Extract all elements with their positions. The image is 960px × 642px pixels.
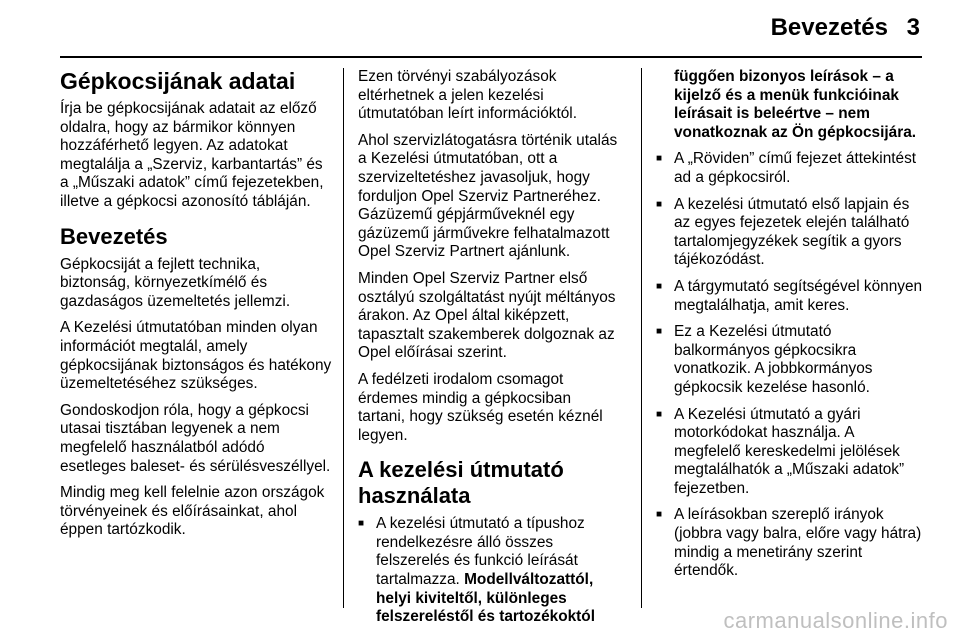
section-heading-vehicle-data: Gépkocsijának adatai — [60, 68, 296, 94]
column-divider — [641, 68, 642, 608]
bullet-bold-text: Modellváltozattól, helyi kiviteltől, különleges felszereléstől és tartozékoktól — [376, 571, 595, 626]
list-item: ■ A tárgymutató segítségével könnyen megtalálhatja, amit keres. — [656, 278, 924, 315]
bullet-list — [358, 515, 620, 627]
paragraph: Ahol szervizlátogatásra történik utalás a Kezelési útmutatóban, ott a szervizeltetéshez javasoljuk, hogy forduljon Opel Szerviz Partneréhez. Gázüzemű gépjárműveknél egy gázüzemű járművekre felhatalmazott Opel Szerviz Partnert ajánlunk. — [358, 131, 618, 261]
column-middle — [358, 68, 620, 635]
list-item: ■ A „Röviden” című fejezet áttekintést ad a gépkocsiról. — [656, 150, 924, 187]
list-item: ■ A leírásokban szereplő irányok (jobbra vagy balra, előre vagy hátra) mindig a menetirány szerint értendők. — [656, 506, 924, 580]
header-title: Bevezetés — [770, 14, 888, 41]
section-heading-using-manual: A kezelési útmutató használata — [358, 457, 564, 509]
bullet-list — [656, 150, 924, 580]
paragraph: A Kezelési útmutatóban minden olyan információt megtalál, amely gépkocsijának biztonságos és hatékony üzemeltetéséhez szükséges. — [60, 319, 332, 393]
bold-continuation: függően bizonyos leírások – a kijelző és a menük funkcióinak leírásait is beleértve – nem vonatkoznak az Ön gépkocsijára. — [674, 68, 917, 141]
list-item: ■ A kezelési útmutató első lapjain és az egyes fejezetek elején található tartalomjegyzékek segítik a gyors tájékozódást. — [656, 196, 924, 270]
page-header — [0, 0, 960, 56]
paragraph: Gépkocsiját a fejlett technika, biztonság, környezetkímélő és gazdaságos üzemeltetés jellemzi. — [60, 255, 291, 310]
header-rule — [60, 56, 922, 58]
bullet-text: A kezelési útmutató a típushoz rendelkezésre álló összes felszerelés és funkció leírását tartalmazza. — [376, 515, 585, 589]
paragraph: A fedélzeti irodalom csomagot érdemes mindig a gépkocsiban tartani, hogy szükség esetén kéznél legyen. — [358, 370, 603, 444]
list-item: ■ A Kezelési útmutató a gyári motorkódokat használja. A megfelelő kereskedelmi jelölések megtalálhatók a „Műszaki adatok” fejezetben. — [656, 406, 924, 499]
section-heading-introduction: Bevezetés — [60, 223, 168, 249]
paragraph: Mindig meg kell felelnie azon országok törvényeinek és előírásainkat, ahol éppen tartózkodik. — [60, 484, 325, 539]
paragraph: Írja be gépkocsijának adatait az előző oldalra, hogy az bármikor könnyen hozzáférhető legyen. Az adatokat megtalálja a „Szerviz, karbantartás” és a „Műszaki adatok” című fejezetekben, illetve a gépkocsi azonosító tábláján. — [60, 100, 324, 210]
watermark: carmanualsonline.info — [723, 608, 948, 633]
paragraph: Ezen törvényi szabályozások eltérhetnek a jelen kezelési útmutatóban leírt információktól. — [358, 68, 577, 123]
list-item — [358, 515, 620, 627]
column-divider — [343, 68, 344, 608]
page-number: 3 — [906, 14, 920, 41]
paragraph: Minden Opel Szerviz Partner első osztályú szolgáltatást nyújt méltányos árakon. Az Opel által kiképzett, tapasztalt szakemberek dolgoznak az Opel előírásai szerint. — [358, 269, 616, 362]
list-item: ■ Ez a Kezelési útmutató balkormányos gépkocsikra vonatkozik. A jobbkormányos gépkocsik kezelése hasonló. — [656, 323, 924, 397]
column-left — [60, 68, 332, 548]
paragraph: Gondoskodjon róla, hogy a gépkocsi utasai tisztában legyenek a nem megfelelő használatból adódó esetleges baleset- és sérülésveszéllyel. — [60, 401, 331, 475]
column-right — [656, 68, 924, 589]
